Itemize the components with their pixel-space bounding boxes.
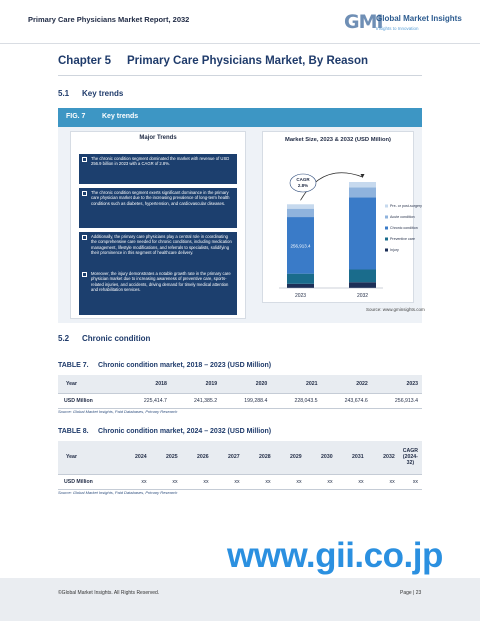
bar-segment-2023-injury	[287, 284, 314, 288]
column-header: 2020	[221, 375, 271, 393]
bar-segment-2032-pre-or-post-surgery	[349, 182, 376, 187]
table-cell: 228,043.5	[271, 393, 321, 408]
market-size-chart	[263, 132, 422, 304]
checkbox-icon	[82, 272, 87, 277]
bar-segment-2032-injury	[349, 282, 376, 288]
logo-mark: GMI	[344, 11, 383, 33]
legend-label: Acute condition	[390, 215, 415, 219]
data-label: 256,913.4	[290, 243, 311, 249]
table-cell: xx	[306, 474, 337, 489]
table-header-row	[58, 441, 422, 474]
page-number: Page | 23	[400, 590, 422, 596]
column-header-label: Year	[58, 441, 120, 474]
bar-segment-2032-acute-condition	[349, 187, 376, 197]
table-8-caption	[58, 428, 271, 435]
checkbox-icon	[82, 157, 87, 162]
table-cell: 243,674.6	[322, 393, 372, 408]
table-7-caption	[58, 362, 271, 369]
table-cell: xx	[337, 474, 368, 489]
column-header: 2031	[337, 441, 368, 474]
chart-title: Market Size, 2023 & 2032 (USD Million)	[285, 137, 391, 143]
column-header: 2019	[171, 375, 221, 393]
column-header: CAGR (2024-32)	[399, 441, 422, 474]
table-cell: 199,288.4	[221, 393, 271, 408]
figure-number: FIG. 7	[66, 113, 86, 120]
column-header: 2029	[275, 441, 306, 474]
watermark: www.gii.co.jp	[227, 536, 443, 575]
trend-text: Additionally, the primary care physicians play a central role in coordinating the comprehensive care needed for chronic conditions, including medication management, lifestyle modifications, and referrals to specialists, solidifying their prominence in this segment of healthcare delivery.	[91, 234, 232, 255]
column-header: 2025	[151, 441, 182, 474]
bar-segment-2023-preventive-care	[287, 274, 314, 284]
cagr-value: 2.8%	[297, 183, 309, 188]
row-label: USD Million	[58, 393, 121, 408]
table-7	[58, 375, 422, 409]
bar-segment-2023-pre-or-post-surgery	[287, 204, 314, 208]
arrow-head-icon	[361, 174, 365, 178]
market-size-chart-panel	[262, 131, 422, 303]
column-header: 2028	[244, 441, 275, 474]
trend-item	[79, 269, 237, 315]
page-footer	[0, 578, 480, 621]
row-label: USD Million	[58, 474, 120, 489]
legend-swatch	[385, 216, 388, 219]
column-header: 2024	[120, 441, 151, 474]
table-7-source: Source: Global Market Insights, Paid Databases, Primary Research	[58, 409, 178, 414]
table-cell: xx	[368, 474, 399, 489]
section-title: Key trends	[82, 89, 124, 98]
section-number: 5.1	[58, 89, 70, 98]
legend-swatch	[385, 205, 388, 208]
column-header: 2023	[372, 375, 422, 393]
chapter-title: Chapter 5 Primary Care Physicians Market, By Reason	[58, 55, 368, 67]
column-header: 2026	[182, 441, 213, 474]
legend-label: Preventive care	[390, 237, 415, 241]
section-heading-5-1	[58, 89, 123, 98]
legend-label: Pre- or post-surgery	[390, 204, 422, 208]
figure-source: Source: www.gminsights.com	[366, 307, 425, 312]
bar-segment-2023-acute-condition	[287, 209, 314, 217]
legend-swatch	[385, 238, 388, 241]
x-tick-label: 2032	[356, 293, 369, 299]
column-header-label: Year	[58, 375, 121, 393]
footer-copyright: ©Global Market Insights. All Rights Reserved.	[58, 590, 160, 596]
table-8-source: Source: Global Market Insights, Paid Databases, Primary Research	[58, 490, 178, 495]
cagr-label: CAGR	[296, 177, 310, 182]
company-logo	[344, 11, 462, 37]
table-cell: xx	[182, 474, 213, 489]
chapter-divider	[58, 75, 422, 76]
logo-name: Global Market Insights	[376, 14, 462, 23]
column-header: 2018	[121, 375, 171, 393]
table-cell: xx	[244, 474, 275, 489]
figure-title: Key trends	[102, 113, 139, 120]
page-header	[0, 0, 480, 44]
report-title: Primary Care Physicians Market Report, 2032	[28, 15, 190, 24]
table-cell: 225,414.7	[121, 393, 171, 408]
column-header: 2032	[368, 441, 399, 474]
figure-title-bar	[58, 108, 422, 127]
column-header: 2030	[306, 441, 337, 474]
checkbox-icon	[82, 191, 87, 196]
table-caption-text: Chronic condition market, 2024 – 2032 (USD Million)	[98, 428, 272, 435]
table-8	[58, 441, 422, 490]
table-number: TABLE 7.	[58, 362, 89, 369]
column-header: 2021	[271, 375, 321, 393]
table-caption-text: Chronic condition market, 2018 – 2023 (USD Million)	[98, 362, 272, 369]
bar-segment-2032-preventive-care	[349, 269, 376, 282]
column-header: 2027	[213, 441, 244, 474]
x-tick-label: 2023	[294, 293, 307, 299]
table-cell: xx	[213, 474, 244, 489]
major-trends-heading: Major Trends	[139, 135, 177, 141]
logo-tagline: Insights to Innovation	[376, 26, 419, 31]
trend-item	[79, 154, 237, 184]
legend-label: Injury	[390, 248, 399, 252]
trend-text: The chronic condition segment dominated the market with revenue of USD 256.9 billion in 2023 with a CAGR of 2.8%.	[91, 156, 230, 167]
table-cell: 256,913.4	[372, 393, 422, 408]
table-number: TABLE 8.	[58, 428, 89, 435]
trend-item	[79, 188, 237, 228]
trend-item	[79, 232, 237, 274]
table-cell: 241,385.2	[171, 393, 221, 408]
bar-segment-2032-chronic-condition	[349, 197, 376, 269]
trend-text: The chronic condition segment exerts significant dominance in the primary care physician market due to the increasing prevalence of long-term health conditions such as diabetes, hypertension, and cardiovascular diseases.	[91, 190, 230, 206]
section-title: Chronic condition	[82, 334, 151, 343]
table-cell: xx	[399, 474, 422, 489]
legend-swatch	[385, 227, 388, 230]
table-row	[58, 474, 422, 489]
column-header: 2022	[322, 375, 372, 393]
legend-swatch	[385, 249, 388, 252]
trend-text: Moreover, the injury demonstrates a notable growth rate in the primary care physician market due to increasing awareness of preventive care, sports-related injuries, and accidents, driving demand for timely medical attention and rehabilitation services.	[91, 271, 231, 292]
table-cell: xx	[275, 474, 306, 489]
checkbox-icon	[82, 235, 87, 240]
table-row	[58, 393, 422, 408]
section-heading-5-2	[58, 334, 150, 343]
major-trends-panel	[70, 131, 246, 319]
table-cell: xx	[151, 474, 182, 489]
table-cell: xx	[120, 474, 151, 489]
section-number: 5.2	[58, 334, 70, 343]
legend-label: Chronic condition	[390, 226, 418, 230]
table-header-row	[58, 375, 422, 393]
